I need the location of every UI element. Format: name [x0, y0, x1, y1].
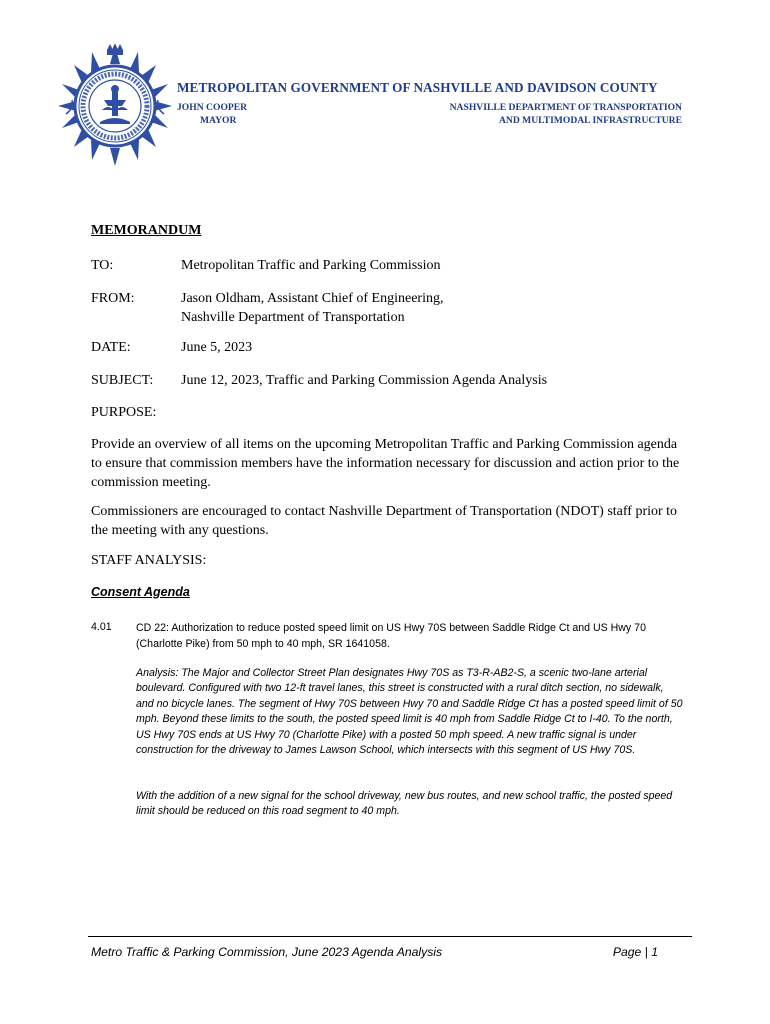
staff-analysis-label: STAFF ANALYSIS: — [91, 553, 207, 568]
agenda-item-analysis: Analysis: The Major and Collector Street Plan designates Hwy 70S as T3-R-AB2-S, a scenic two-lane arterial boulevard. Configured with two 12-ft travel lanes, this street is constructed with a rural ditch section, no sidewalk, and no bicycle lanes. The segment of Hwy 70S between Hwy 70 and Saddle Ridge Ct has a posted speed limit of 50 mph. Beyond these limits to the south, the posted speed limit is 40 mph from Saddle Ridge Ct to I-40. To the north, US Hwy 70S ends at US Hwy 70 (Charlotte Pike) with a posted 50 mph speed. A new traffic signal is under construction for the driveway to James Lawson School, which intersects with this segment of US Hwy 70S. — [136, 667, 683, 757]
department-block — [450, 101, 682, 127]
mayor-name: JOHN COOPER — [177, 102, 248, 113]
from-value-line-2: Nashville Department of Transportation — [181, 310, 405, 325]
agenda-item-recommendation: With the addition of a new signal for the school driveway, new bus routes, and new school traffic, the posted speed limit should be reduced on this road segment to 40 mph. — [136, 790, 673, 818]
date-label: DATE: — [91, 340, 131, 355]
agenda-item-text: CD 22: Authorization to reduce posted speed limit on US Hwy 70S between Saddle Ridge Ct and US Hwy 70 (Charlotte Pike) from 50 mph to 40 mph, SR 1641058. — [136, 622, 646, 650]
date-value: June 5, 2023 — [181, 340, 253, 355]
memo-heading: MEMORANDUM — [91, 223, 202, 238]
purpose-paragraph-2: Commissioners are encouraged to contact Nashville Department of Transportation (NDOT) staff prior to the meeting with any questions. — [91, 504, 678, 538]
subject-label: SUBJECT: — [91, 373, 154, 388]
organization-title: METROPOLITAN GOVERNMENT OF NASHVILLE AND DAVIDSON COUNTY — [177, 80, 658, 95]
from-label: FROM: — [91, 291, 135, 306]
from-value — [181, 289, 443, 327]
subject-value: June 12, 2023, Traffic and Parking Commission Agenda Analysis — [181, 373, 548, 388]
from-value-line-1: Jason Oldham, Assistant Chief of Engineering, — [181, 291, 444, 306]
page-number: Page | 1 — [612, 945, 658, 959]
department-line-2: AND MULTIMODAL INFRASTRUCTURE — [498, 115, 682, 126]
mayor-title: MAYOR — [200, 115, 237, 126]
department-line-1: NASHVILLE DEPARTMENT OF TRANSPORTATION — [449, 102, 682, 113]
metro-nashville-seal-logo — [56, 44, 174, 168]
agenda-item-number: 4.01 — [91, 621, 112, 633]
to-label: TO: — [91, 258, 114, 273]
to-value: Metropolitan Traffic and Parking Commission — [181, 258, 441, 273]
footer-title: Metro Traffic & Parking Commission, June 2023 Agenda Analysis — [91, 945, 443, 959]
mayor-block — [177, 101, 247, 127]
footer-divider — [88, 936, 692, 937]
purpose-paragraph-1: Provide an overview of all items on the upcoming Metropolitan Traffic and Parking Commission agenda to ensure that commission members have the information necessary for discussion and action prior to the commission meeting. — [91, 437, 680, 490]
purpose-label: PURPOSE: — [91, 405, 157, 420]
consent-agenda-heading: Consent Agenda — [91, 585, 190, 599]
